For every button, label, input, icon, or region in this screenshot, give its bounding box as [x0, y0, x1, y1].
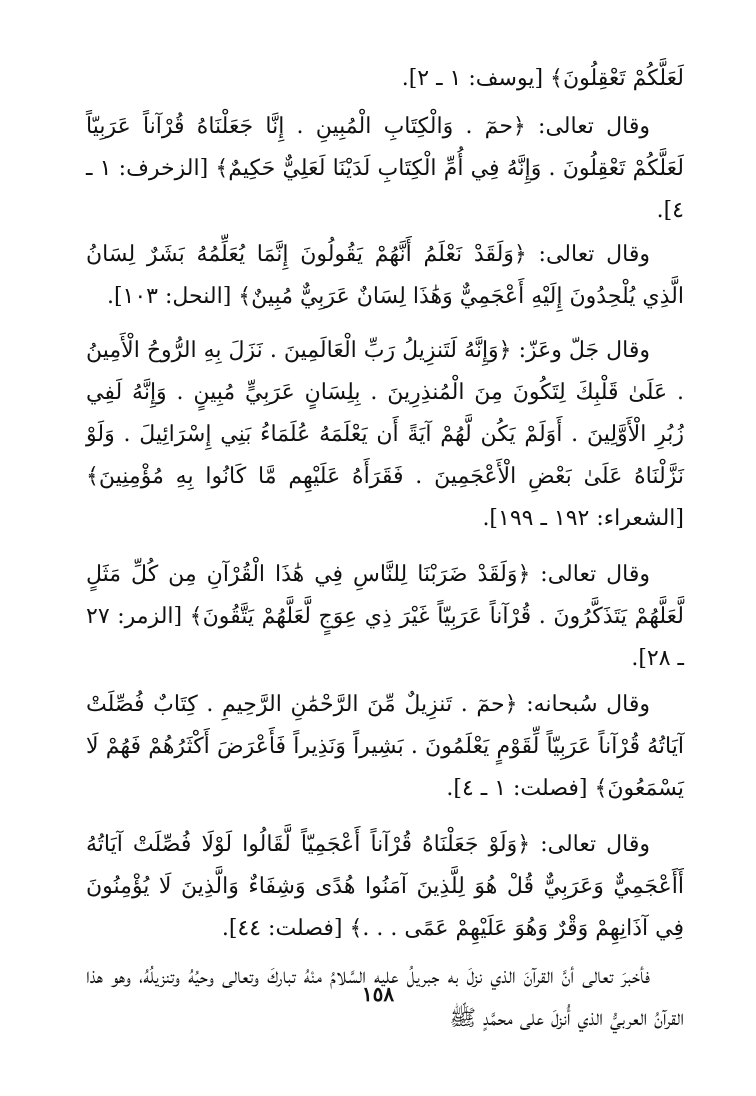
- paragraph-zukhruf: وقال تعالى: ﴿حمٓ . وَالْكِتَابِ الْمُبِينِ . إِنَّا جَعَلْنَاهُ قُرْآناً عَرَبِيّاً لَعَلَّكُمْ تَعْقِلُونَ . وَإِنَّهُ فِي أُمِّ الْكِتَابِ لَدَيْنَا لَعَلِيٌّ حَكِيمٌ﴾ [الزخرف: ١ ـ ٤].: [86, 114, 684, 223]
- page-number: ١٥٨: [361, 982, 395, 1006]
- paragraph-fussilat-44: وقال تعالى: ﴿وَلَوْ جَعَلْنَاهُ قُرْآناً أَعْجَمِيّاً لَّقَالُوا لَوْلَا فُصِّلَتْ آيَاتُهُ أَأَعْجَمِيٌّ وَعَرَبِيٌّ قُلْ هُوَ لِلَّذِينَ آمَنُوا هُدًى وَشِفَاءٌ وَالَّذِينَ لَا يُؤْمِنُونَ فِي آذَانِهِمْ وَقْرٌ وَهُوَ عَلَيْهِمْ عَمًى . . .﴾ [فصلت: ٤٤].: [86, 832, 684, 941]
- body-text: [86, 58, 684, 1040]
- paragraph-shuara: وقال جَلّ وعَزّ: ﴿وَإِنَّهُ لَتَنزِيلُ رَبِّ الْعَالَمِينَ . نَزَلَ بِهِ الرُّوحُ الْأَمِينُ . عَلَىٰ قَلْبِكَ لِتَكُونَ مِنَ الْمُنذِرِينَ . بِلِسَانٍ عَرَبِيٍّ مُبِينٍ . وَإِنَّهُ لَفِي زُبُرِ الْأَوَّلِينَ . أَوَلَمْ يَكُن لَّهُمْ آيَةً أَن يَعْلَمَهُ عُلَمَاءُ بَنِي إِسْرَائِيلَ . وَلَوْ نَزَّلْنَاهُ عَلَىٰ بَعْضِ الْأَعْجَمِينَ . فَقَرَأَهُ عَلَيْهِم مَّا كَانُوا بِهِ مُؤْمِنِينَ﴾ [الشعراء: ١٩٢ ـ ١٩٩].: [86, 338, 684, 531]
- paragraph-yusuf-end: لَعَلَّكُمْ تَعْقِلُونَ﴾ [يوسف: ١ ـ ٢].: [401, 66, 684, 91]
- paragraph-nahl: وقال تعالى: ﴿وَلَقَدْ نَعْلَمُ أَنَّهُمْ يَقُولُونَ إِنَّمَا يُعَلِّمُهُ بَشَرٌ لِسَانُ الَّذِي يُلْحِدُونَ إِلَيْهِ أَعْجَمِيٌّ وَهَٰذَا لِسَانٌ عَرَبِيٌّ مُبِينٌ﴾ [النحل: ١٠٣].: [86, 242, 684, 309]
- paragraph-fussilat-1: وقال سُبحانه: ﴿حمٓ . تَنزِيلٌ مِّنَ الرَّحْمَٰنِ الرَّحِيمِ . كِتَابٌ فُصِّلَتْ آيَاتُهُ قُرْآناً عَرَبِيّاً لِّقَوْمٍ يَعْلَمُونَ . بَشِيراً وَنَذِيراً فَأَعْرَضَ أَكْثَرُهُمْ فَهُمْ لَا يَسْمَعُونَ﴾ [فصلت: ١ ـ ٤].: [86, 692, 684, 801]
- paragraph-conclusion: فأخبرَ تعالى أنَّ القرآنَ الذي نزلَ به جبريلُ عليه السَّلامُ منْهُ تباركَ وتعالى وحيُهُ وتنزيلُهُ، وهو هذا القرآنُ العربيُّ الذي أُنزلَ على محمَّدٍ ﷺ: [86, 964, 684, 1031]
- paragraph-zumar: وقال تعالى: ﴿وَلَقَدْ ضَرَبْنَا لِلنَّاسِ فِي هَٰذَا الْقُرْآنِ مِن كُلِّ مَثَلٍ لَّعَلَّهُمْ يَتَذَكَّرُونَ . قُرْآناً عَرَبِيّاً غَيْرَ ذِي عِوَجٍ لَّعَلَّهُمْ يَتَّقُونَ﴾ [الزمر: ٢٧ ـ ٢٨].: [86, 562, 684, 671]
